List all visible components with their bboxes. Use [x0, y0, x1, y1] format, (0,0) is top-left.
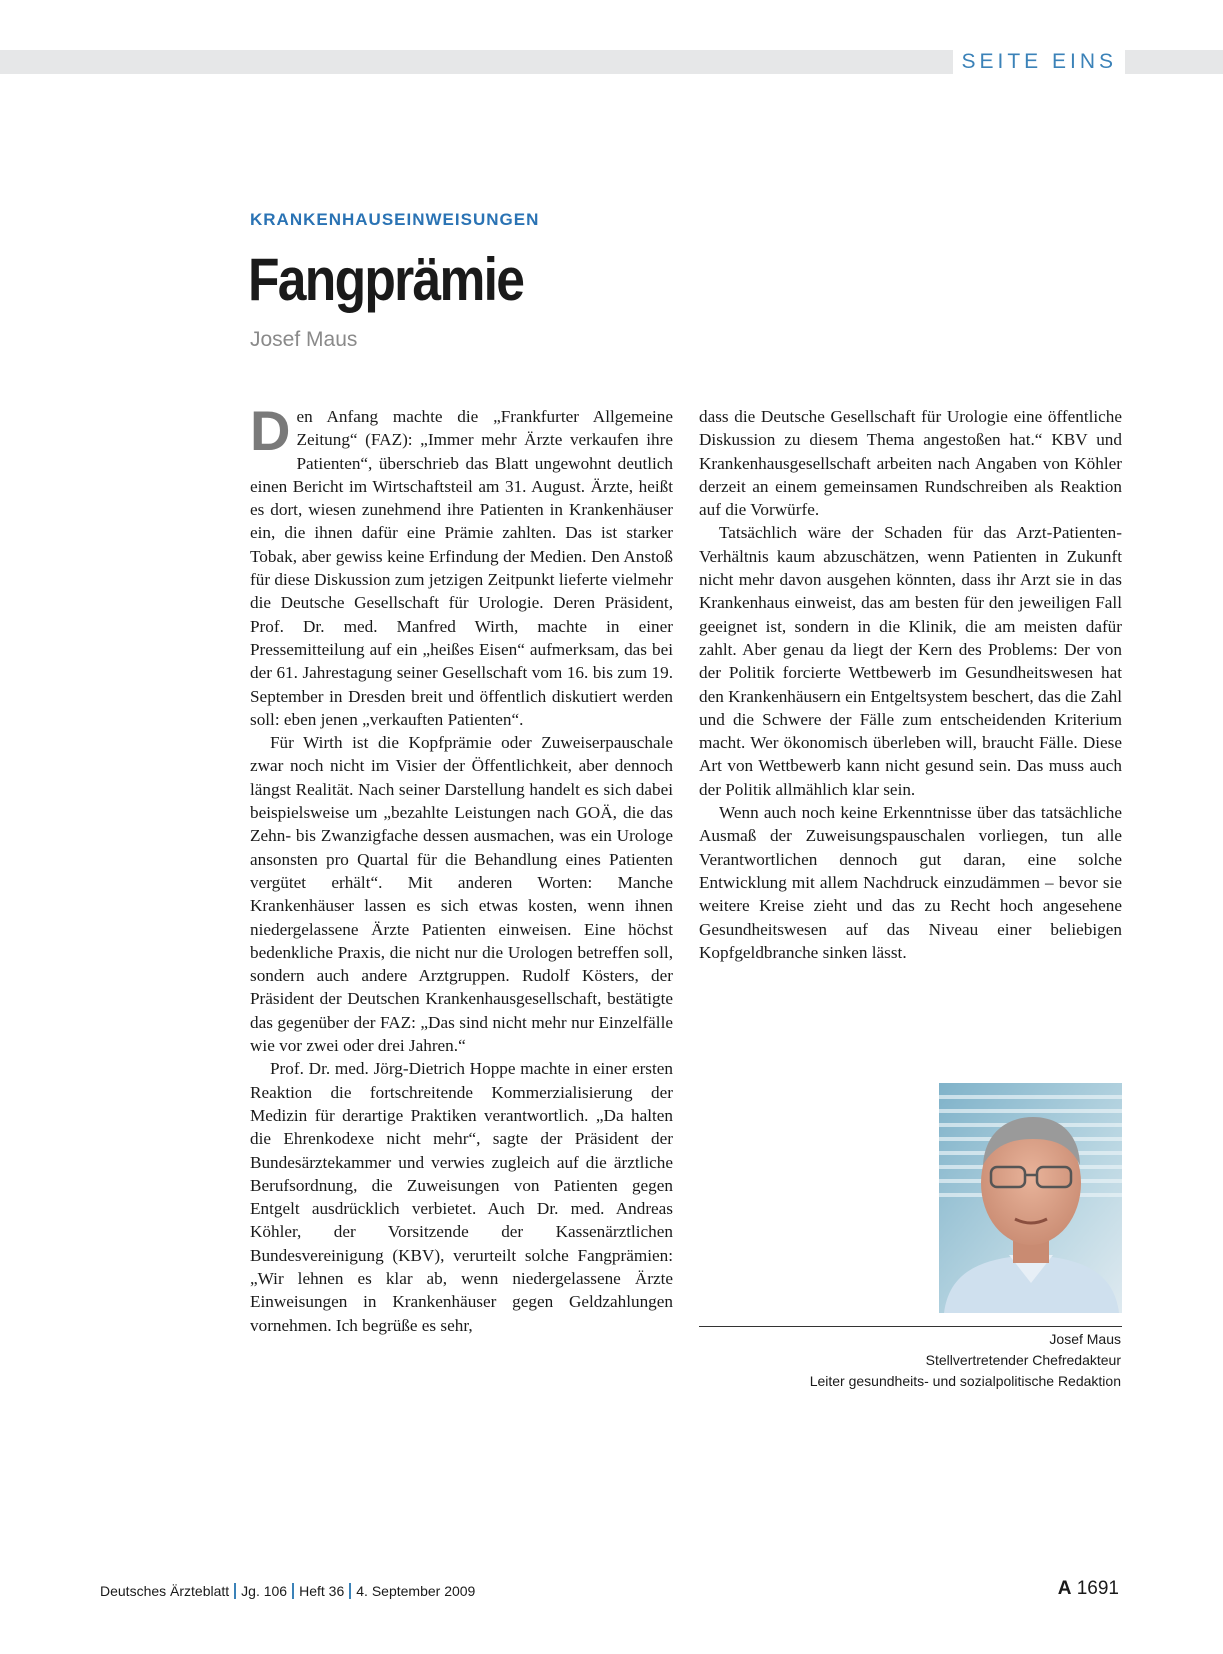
- paragraph-3-continued: dass die Deutsche Gesellschaft für Urologie eine öffentliche Diskussion zu diesem Thema angestoßen hat.“ KBV und Krankenhausgesellschaft arbeiten nach Angaben von Köhler derzeit an einem gemeinsamen Rundschreiben als Reaktion auf die Vorwürfe.: [699, 407, 1122, 520]
- caption-role: Stellvertretender Chefredakteur: [925, 1352, 1121, 1368]
- article-kicker: KRANKENHAUSEINWEISUNGEN: [250, 210, 540, 229]
- page-number: [1058, 1578, 1119, 1600]
- footer-separator: [349, 1583, 351, 1599]
- paragraph-5: Wenn auch noch keine Erkenntnisse über das tatsächliche Ausmaß der Zuweisungspauschalen vorliegen, tun alle Verantwortlichen dennoch gut daran, eine solche Entwicklung mit allem Nachdruck einzudämmen – bevor sie weitere Kreise zieht und das zu Recht hoch angesehene Gesundheitswesen auf das Niveau einer beliebigen Kopfgeldbranche sinken lässt.: [699, 803, 1122, 962]
- footer-publication: Deutsches Ärzteblatt: [100, 1583, 230, 1599]
- paragraph-2: Für Wirth ist die Kopfprämie oder Zuweiserpauschale zwar noch nicht im Visier der Öffentlichkeit, aber dennoch längst Realität. Nach seiner Darstellung handelt es sich dabei beispielsweise um „bezahlte Leistungen nach GOÄ, die das Zehn- bis Zwanzigfache dessen ausmachen, was ein Urologe ansonsten pro Quartal für die Behandlung eines Patienten vergütet erhält“. Mit anderen Worten: Manche Krankenhäuser lassen es sich etwas kosten, wenn ihnen niedergelassene Ärzte Patienten einweisen. Eine höchst bedenkliche Praxis, die nicht nur die Urologen betreffen soll, sondern auch andere Arztgruppen. Rudolf Kösters, der Präsident der Deutschen Krankenhausgesellschaft, bestätigte das gegenüber der FAZ: „Das sind nicht mehr nur Einzelfälle wie vor zwei oder drei Jahren.“: [250, 733, 673, 1056]
- paragraph-1: [250, 399, 673, 731]
- article-title: Fangprämie: [248, 246, 524, 313]
- caption-department: Leiter gesundheits- und sozialpolitische Redaktion: [809, 1373, 1121, 1389]
- page-number-value: 1691: [1076, 1578, 1119, 1599]
- footer-volume: Jg. 106: [241, 1583, 288, 1599]
- photo-caption: [810, 1329, 1121, 1392]
- footer: [100, 1583, 475, 1599]
- article-author: Josef Maus: [250, 328, 358, 351]
- author-photo: [939, 1083, 1122, 1313]
- article-column-left: [250, 399, 673, 1337]
- caption-name: Josef Maus: [1049, 1331, 1121, 1347]
- paragraph-3: Prof. Dr. med. Jörg-Dietrich Hoppe machte in einer ersten Reaktion die fortschreitende Kommerzialisierung der Medizin für derartige Praktiken verantwortlich. „Da halten die Ehrenkodexe nicht mehr“, sagte der Präsident der Bundesärztekammer und verwies zugleich auf die ärztliche Berufsordnung, die Zuweisungen von Patienten gegen Entgelt ausdrücklich verbietet. Auch Dr. med. Andreas Köhler, der Vorsitzende der Kassenärztlichen Bundesvereinigung (KBV), verurteilt solche Fangprämien: „Wir lehnen es klar ab, wenn niedergelassene Ärzte Einweisungen in Krankenhäuser gegen Geldzahlungen vornehmen. Ich begrüße es sehr,: [250, 1059, 673, 1335]
- footer-separator: [292, 1583, 294, 1599]
- article-column-right: [699, 405, 1122, 964]
- page-prefix: A: [1057, 1578, 1072, 1599]
- paragraph-1-text: en Anfang machte die „Frankfurter Allgemeine Zeitung“ (FAZ): „Immer mehr Ärzte verkaufen ihre Patienten“, überschrieb das Blatt ungewohnt deutlich einen Bericht im Wirtschaftsteil am 31. August. Ärzte, heißt es dort, wiesen zunehmend ihre Patienten in Krankenhäuser ein, die ihnen dafür eine Prämie zahlten. Das ist starker Tobak, aber gewiss keine Erfindung der Medien. Den Anstoß für diese Diskussion zum jetzigen Zeitpunkt lieferte vielmehr die Deutsche Gesellschaft für Urologie. Deren Präsident, Prof. Dr. med. Manfred Wirth, machte in einer Pressemitteilung auf ein „heißes Eisen“ aufmerksam, das bei der 61. Jahrestagung seiner Gesellschaft vom 16. bis zum 19. September in Dresden breit und öffentlich diskutiert werden soll: eben jenen „verkauften Patienten“.: [250, 407, 673, 729]
- paragraph-4: Tatsächlich wäre der Schaden für das Arzt-Patienten-Verhältnis kaum abzuschätzen, wenn Patienten in Zukunft nicht mehr davon ausgehen könnten, dass ihr Arzt sie in das Krankenhaus einweist, das am besten für den jeweiligen Fall geeignet ist, sondern in die Klinik, die am meisten dafür zahlt. Aber genau da liegt der Kern des Problems: Der von der Politik forcierte Wettbewerb im Gesundheitswesen hat den Krankenhäusern ein Entgeltsystem beschert, das die Zahl und die Schwere der Fälle zum entscheidenden Kriterium macht. Wer ökonomisch überleben will, braucht Fälle. Diese Art von Wettbewerb kann nicht gesund sein. Das muss auch der Politik allmählich klar sein.: [699, 523, 1122, 799]
- footer-separator: [234, 1583, 236, 1599]
- section-label: SEITE EINS: [953, 49, 1125, 75]
- footer-date: 4. September 2009: [356, 1583, 476, 1599]
- footer-issue: Heft 36: [299, 1583, 345, 1599]
- drop-cap: D: [250, 399, 291, 462]
- caption-rule: [699, 1326, 1122, 1327]
